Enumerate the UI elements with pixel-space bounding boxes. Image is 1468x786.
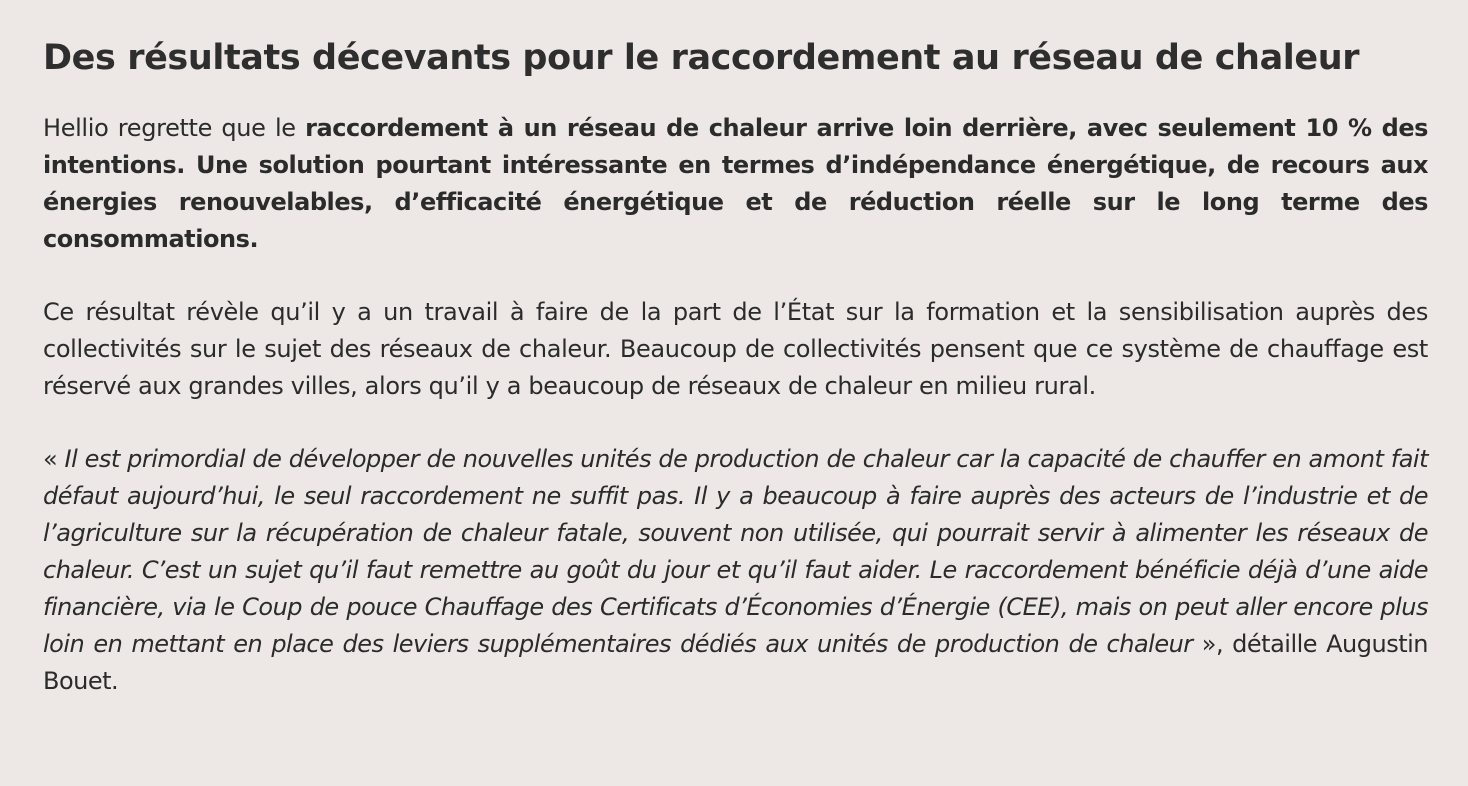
intro-bold-text: raccordement à un réseau de chaleur arrive loin derrière, avec seulement 10 % des intentions. Une solution pourtant intéressante en termes d’indépendance énergétique, de recours aux énergies renouvelables, d’efficacité énergétique et de réduction réelle sur le long terme des consommations. [43,114,1428,253]
article-title: Des résultats décevants pour le raccordement au réseau de chaleur [43,38,1360,78]
intro-text: Hellio regrette que le [43,114,306,142]
paragraph-intro [43,110,1428,258]
paragraph-context: Ce résultat révèle qu’il y a un travail à faire de la part de l’État sur la formation et la sensibilisation auprès des collectivités sur le sujet des réseaux de chaleur. Beaucoup de collectivités pensent que ce système de chauffage est réservé aux grandes villes, alors qu’il y a beaucoup de réseaux de chaleur en milieu rural. [43,298,1428,400]
quote-attribution: », détaille Augustin Bouet. [43,630,1429,695]
quote-text: Il est primordial de développer de nouvelles unités de production de chaleur car la capacité de chauffer en amont fait défaut aujourd’hui, le seul raccordement ne suffit pas. Il y a beaucoup à faire auprès des acteurs de l’industrie et de l’agriculture sur la récupération de chaleur fatale, souvent non utilisée, qui pourrait servir à alimenter les réseaux de chaleur. C’est un sujet qu’il faut remettre au goût du jour et qu’il faut aider. Le raccordement bénéficie déjà d’une aide financière, via le Coup de pouce Chauffage des Certificats d’Économies d’Énergie (CEE), mais on peut aller encore plus loin en mettant en place des leviers supplémentaires dédiés aux unités de production de chaleur [43,445,1429,658]
paragraph-quote [43,441,1428,700]
quote-open-mark: « [43,445,65,473]
